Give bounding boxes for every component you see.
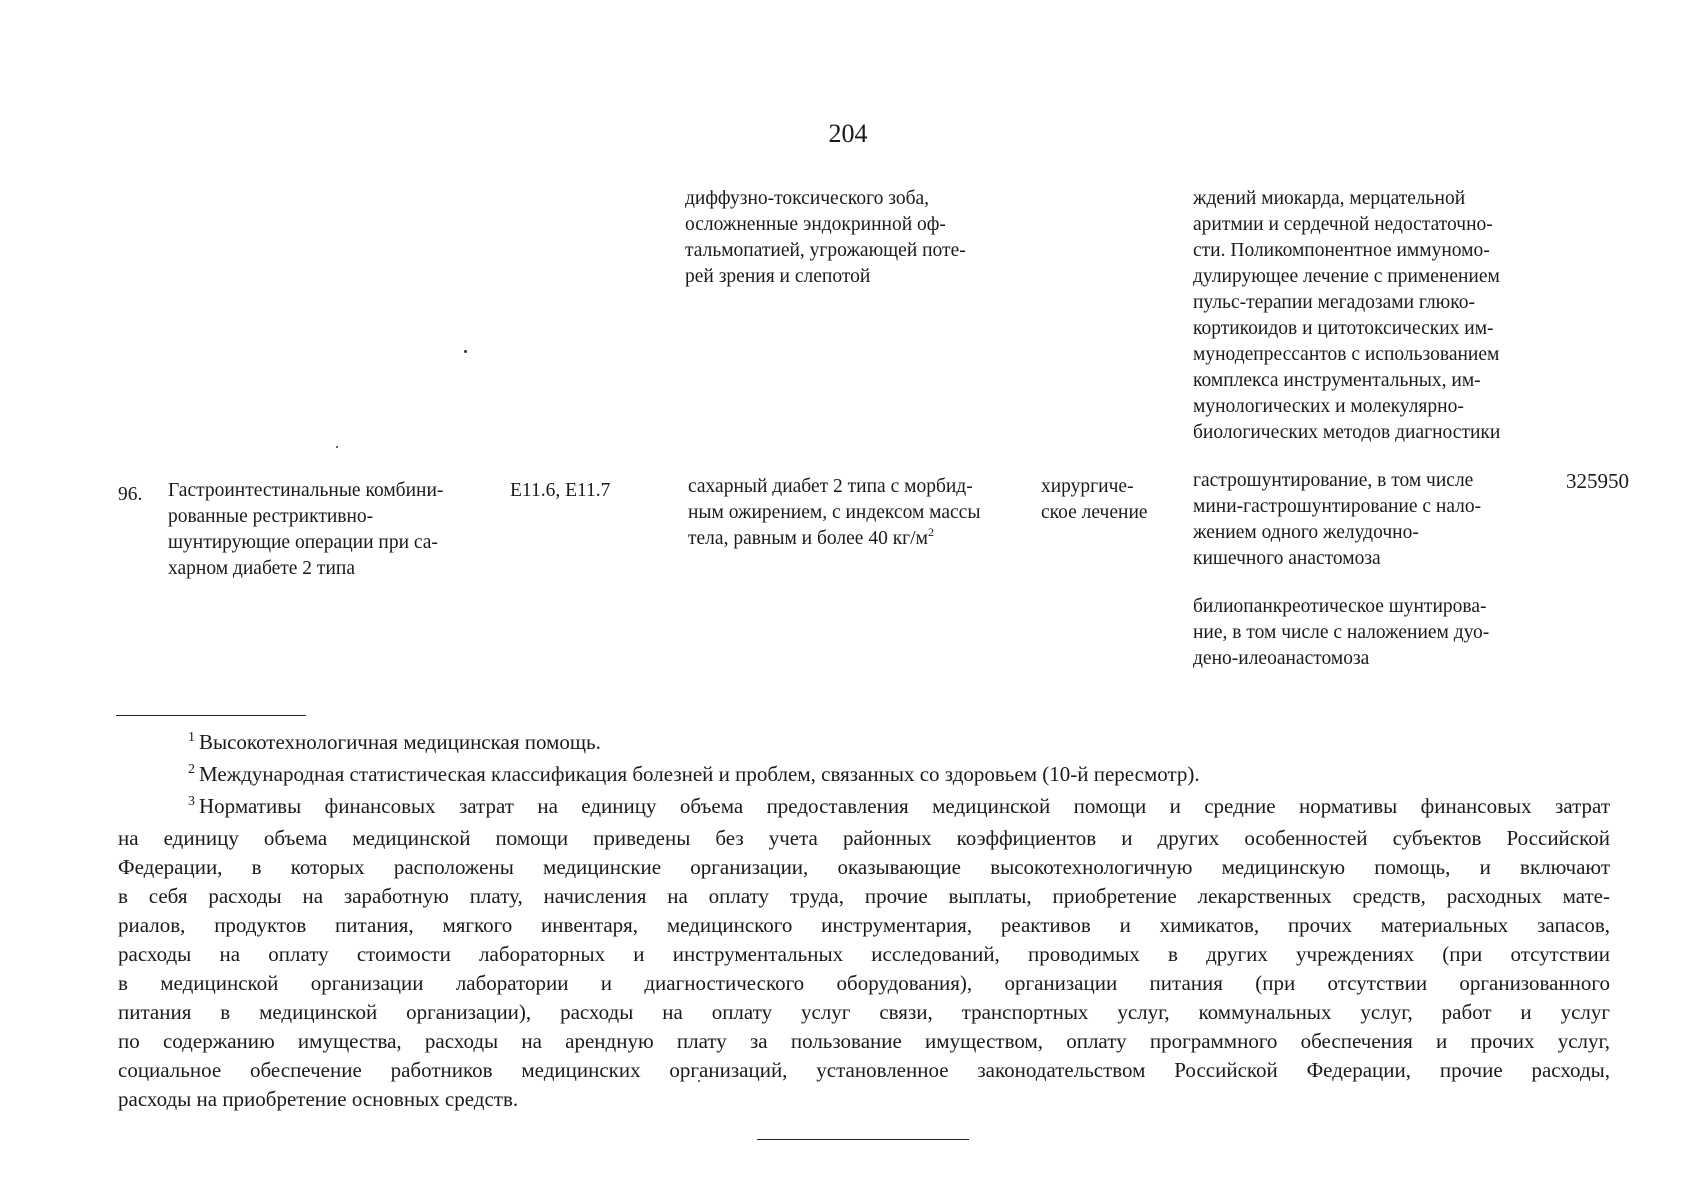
text-line: жением одного желудочно-: [1193, 522, 1419, 543]
text-line: рованные рестриктивно-: [168, 506, 374, 527]
text-line: осложненные эндокринной оф-: [685, 214, 946, 235]
text-line: биологических методов диагностики: [1193, 422, 1501, 443]
scan-speck: [464, 350, 467, 353]
text-line: Гастроинтестинальные комбини-: [168, 480, 444, 501]
text-line: кортикоидов и цитотоксических им-: [1193, 318, 1494, 339]
row-treatment-cell: [1041, 474, 1148, 526]
footnote-2: [118, 760, 1610, 792]
row-cost: 325950: [1566, 469, 1629, 493]
text-line: дено-илеоанастомоза: [1193, 648, 1370, 669]
text-line: ние, в том числе с наложением дуо-: [1193, 622, 1490, 643]
footnotes: [118, 728, 1610, 1114]
page-number: 204: [828, 119, 868, 148]
text-line: мунодепрессантов с использованием: [1193, 344, 1500, 365]
footnote-3-line: расходы на оплату стоимости лабораторных и инструментальных исследований, проводимых в других учреждениях (при отсутствии: [118, 942, 1610, 966]
footnote-3-line: риалов, продуктов питания, мягкого инвентаря, медицинского инструментария, реактивов и химикатов, прочих материальных запасов,: [118, 913, 1610, 937]
footnote-number: 1: [188, 730, 195, 745]
footnote-3-line: социальное обеспечение работников медицинских организаций, установленное законодательством Российской Федерации, прочие расходы,: [118, 1058, 1610, 1082]
footnote-1: [118, 728, 1610, 760]
text-line: хирургиче-: [1041, 476, 1134, 497]
continuation-method-cell: [1193, 186, 1500, 446]
text-line: мини-гастрошунтирование с нало-: [1193, 496, 1482, 517]
footnote-separator: [116, 715, 306, 716]
text-line: пульс-терапии мегадозами глюко-: [1193, 292, 1475, 313]
text-line: кишечного анастомоза: [1193, 548, 1381, 569]
text-line: харном диабете 2 типа: [168, 558, 355, 579]
text-line: ным ожирением, с индексом массы: [688, 502, 981, 523]
row-method2-cell: [1193, 594, 1489, 672]
footnote-3-line: Федерации, в которых расположены медицинские организации, оказывающие высокотехнологичную медицинскую помощь, и включают: [118, 855, 1610, 879]
text-line-body: тела, равным и более 40 кг/м: [688, 528, 928, 549]
scan-speck: [336, 446, 338, 448]
text-line: рей зрения и слепотой: [685, 266, 871, 287]
text-line: ское лечение: [1041, 502, 1148, 523]
text-line: тальмопатией, угрожающей поте-: [685, 240, 966, 261]
footnote-3-line: расходы на приобретение основных средств.: [118, 1087, 519, 1111]
row-method1-cell: [1193, 468, 1481, 572]
text-line: билиопанкреотическое шунтирова-: [1193, 596, 1487, 617]
text-line: диффузно-токсического зоба,: [685, 188, 930, 209]
footnote-text: Нормативы финансовых затрат на единицу объема предоставления медицинской помощи и средние нормативы финансовых затрат: [199, 794, 1610, 818]
text-line: шунтирующие операции при са-: [168, 532, 438, 553]
text-line: комплекса инструментальных, им-: [1193, 370, 1481, 391]
footnote-3-line: в медицинской организации лаборатории и диагностического оборудования), организации питания (при отсутствии организованного: [118, 971, 1610, 995]
text-line: мунологических и молекулярно-: [1193, 396, 1464, 417]
text-line: [688, 526, 980, 553]
text-line: аритмии и сердечной недостаточно-: [1193, 214, 1493, 235]
footnote-3-line: питания в медицинской организации), расходы на оплату услуг связи, транспортных услуг, коммунальных услуг, работ и услуг: [118, 1000, 1610, 1024]
superscript: 2: [927, 525, 934, 539]
continuation-disease-cell: [685, 186, 966, 290]
text-line: сахарный диабет 2 типа с морбид-: [688, 476, 973, 497]
footnote-3-line: по содержанию имущества, расходы на арендную плату за пользование имуществом, оплату программного обеспечения и прочих услуг,: [118, 1029, 1610, 1053]
end-of-document-rule: [757, 1139, 969, 1140]
text-line: ждений миокарда, мерцательной: [1193, 188, 1466, 209]
text-line: сти. Поликомпонентное иммуномо-: [1193, 240, 1490, 261]
text-line: гастрошунтирование, в том числе: [1193, 470, 1474, 491]
row-codes: E11.6, E11.7: [510, 480, 611, 501]
text-line: дулирующее лечение с применением: [1193, 266, 1500, 287]
row-disease-cell: [688, 474, 980, 553]
footnote-3-line: [118, 792, 1610, 824]
footnote-text: Международная статистическая классификация болезней и проблем, связанных со здоровьем (10-й пересмотр).: [199, 762, 1200, 786]
footnote-3-line: в себя расходы на заработную плату, начисления на оплату труда, прочие выплаты, приобретение лекарственных средств, расходных мате-: [118, 884, 1610, 908]
footnote-number: 3: [188, 794, 195, 809]
footnote-number: 2: [188, 762, 195, 777]
row-number: 96.: [118, 484, 143, 505]
footnote-text: Высокотехнологичная медицинская помощь.: [199, 730, 601, 754]
footnote-3-line: на единицу объема медицинской помощи приведены без учета районных коэффициентов и других особенностей субъектов Российской: [118, 826, 1610, 850]
row-name-cell: [168, 478, 443, 582]
